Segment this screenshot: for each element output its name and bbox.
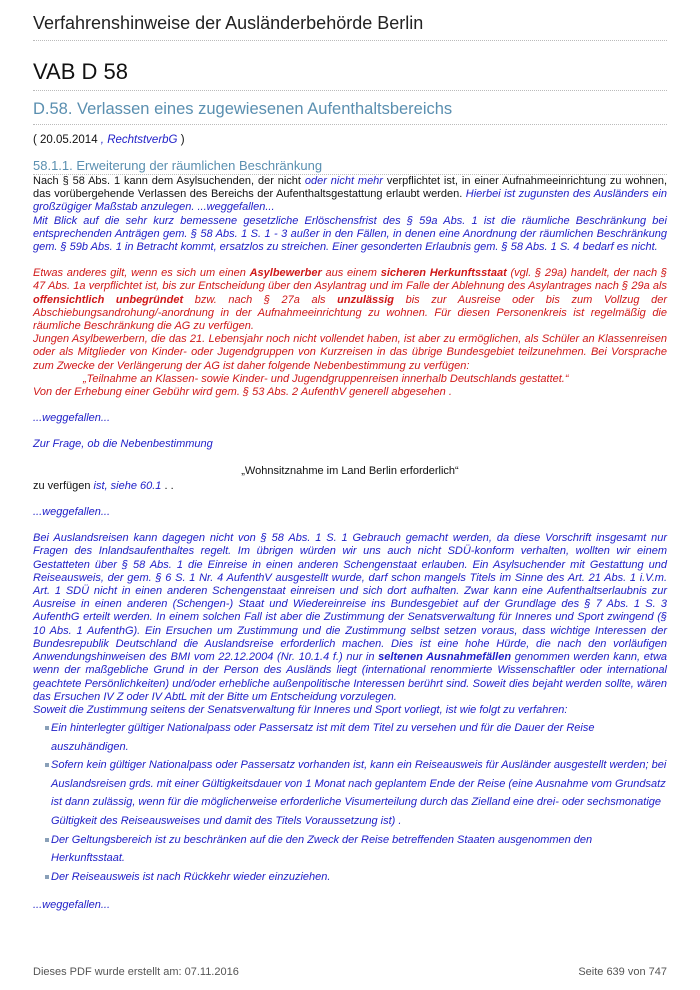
document-page xyxy=(33,0,667,913)
list-item: Der Geltungsbereich ist zu beschränken auf die den Zweck der Reise betreffenden Staaten ausgenommen den Herkunftsstaat. xyxy=(45,831,667,868)
bullet-icon xyxy=(45,838,49,842)
document-header: Verfahrenshinweise der Ausländerbehörde Berlin xyxy=(33,13,667,41)
list-item: Sofern kein gültiger Nationalpass oder Passersatz vorhanden ist, kann ein Reiseausweis für Ausländer ausgestellt werden; bei Auslandsreisen grds. mit einer Gültigkeitsdauer von 1 Monat nach geplantem Ende der Reise (eine Ausnahme vom Grundsatz ist dann zulässig, wenn für die möglicherweise erforderliche Visumerteilung durch das Zielland eine drei- oder sechsmonatige Gültigkeit des Reiseausweises und damit des Titels Voraussetzung ist) . xyxy=(45,756,667,830)
revision-date: 20.05.2014 xyxy=(40,134,98,146)
law-link[interactable]: RechtstverbG xyxy=(107,134,178,146)
subsection-title: 58.1.1. Erweiterung der räumlichen Beschränkung xyxy=(33,158,667,175)
list-item: Der Reiseausweis ist nach Rückkehr wieder einzuziehen. xyxy=(45,868,667,887)
paren-close: ) xyxy=(177,134,185,146)
date-line xyxy=(33,134,667,146)
footer-created-date: Dieses PDF wurde erstellt am: 07.11.2016 xyxy=(33,966,239,978)
document-title: VAB D 58 xyxy=(33,59,667,91)
removed-note-1: ...weggefallen... xyxy=(33,412,111,425)
paragraph-4: Jungen Asylbewerbern, die das 21. Lebensjahr noch nicht vollendet haben, ist aber zu ermöglichen, als Schüler an Klassenreisen oder als Mitglieder von Kinder- oder Jugendgruppen von Kurzreisen in das übrige Bundesgebiet teilzunehmen. Bei Vorsprache zum Zwecke der Verlängerung der AG ist daher folgende Nebenbestimmung zu verfügen: xyxy=(33,333,667,372)
separator: , xyxy=(97,134,108,146)
paragraph-4-quote: „Teilnahme an Klassen- sowie Kinder- und Jugendgruppenreisen innerhalb Deutschlands gestattet.“ xyxy=(83,372,569,385)
section-title: D.58. Verlassen eines zugewiesenen Aufenthaltsbereichs xyxy=(33,100,667,125)
paragraph-1: Nach § 58 Abs. 1 kann dem Asylsuchenden, der nicht oder nicht mehr verpflichtet ist, in einer Aufnahmeeinrichtung zu wohnen, das vorübergehende Verlassen des Bereichs der Aufenthaltsgestattung erlaubt werden. Hierbei ist zugunsten des Ausländers ein großzügiger Maßstab anzulegen. ...weggefallen... xyxy=(33,175,668,214)
paragraph-5: Von der Erhebung einer Gebühr wird gem. § 53 Abs. 2 AufenthV generell abgesehen . xyxy=(33,386,452,399)
page-footer xyxy=(33,966,667,978)
residence-quote: „Wohnsitznahme im Land Berlin erforderlich“ xyxy=(241,464,459,477)
paragraph-7: Soweit die Zustimmung seitens der Senatsverwaltung für Inneres und Sport vorliegt, ist wie folgt zu verfahren: xyxy=(33,703,568,716)
bullet-icon xyxy=(45,875,49,879)
procedure-list xyxy=(33,719,667,886)
verfuegen-line: zu verfügen ist, siehe 60.1 . . xyxy=(33,479,174,492)
paren-open: ( xyxy=(33,134,41,146)
bullet-icon xyxy=(45,726,49,730)
footer-page-number: Seite 639 von 747 xyxy=(578,966,667,978)
paragraph-2: Mit Blick auf die sehr kurz bemessene gesetzliche Erlöschensfrist des § 59a Abs. 1 ist die räumliche Beschränkung bei entsprechenden Anträgen gem. § 58 Abs. 1 S. 1 - 3 außer in den Fällen, in denen eine Anordnung der räumlichen Beschränkung gem. § 59b Abs. 1 in Betracht kommt, ersatzlos zu streichen. Einer gesonderten Erlaubnis gem. § 58 Abs. 1 S. 4 bedarf es nicht. xyxy=(33,214,667,254)
bullet-icon xyxy=(45,763,49,767)
removed-note-2: ...weggefallen... xyxy=(33,506,111,519)
paragraph-3: Etwas anderes gilt, wenn es sich um einen Asylbewerber aus einem sicheren Herkunftsstaat (vgl. § 29a) handelt, der nach § 47 Abs. 1a verpflichtet ist, bis zur Entscheidung über den Asylantrag und im Falle der Ablehnung des Asylantrages nach § 29a als offensichtlich unbegründet bzw. nach § 27a als unzulässig bis zur Ausreise oder bis zum Vollzug der Abschiebungsandrohung/-anordnung in der Aufnahmeeinrichtung zu wohnen. Für diesen Personenkreis ist regelmäßig die räumliche Beschränkung die AG zu verfügen. xyxy=(33,267,668,333)
paragraph-6: Bei Auslandsreisen kann dagegen nicht von § 58 Abs. 1 S. 1 Gebrauch gemacht werden, da diese Vorschrift insgesamt nur Fragen des Inlandsaufenthaltes regelt. Im übrigen würden wir uns auch nicht SDÜ-konform verhalten, wollten wir einem Gestatteten über § 58 Abs. 1 die Einreise in einen anderen Schengenstaat erlauben. Ein Asylsuchender mit Gestattung und Reiseausweis, der gem. § 6 S. 1 Nr. 4 AufenthV ausgestellt wurde, darf schon mangels Titels im Sinne des Art. 21 Abs. 1 i.V.m. Art. 1 SDÜ nicht in einen anderen Schengenstaat einreisen und sich dort aufhalten. Zwar kann eine Aufenthaltserlaubnis zur Ausreise in einen anderen (Schengen-) Staat und Wiedereinreise ins Bundesgebiet auf der Grundlage des § 7 Abs. 1 S. 3 AufenthG erteilt werden. In einem solchen Fall ist aber die Zustimmung der Senatsverwaltung für Inneres und Sport zwingend (§ 10 Abs. 1 AufenthG). Ein Ersuchen um Zustimmung und die Zustimmung selbst setzen voraus, dass wichtige Interessen der Bundesrepublik Deutschland die Auslandsreise erforderlich machen. Dies ist eine hohe Hürde, die nach den vorläufigen Anwendungshinweisen des BMI vom 22.12.2004 (Nr. 10.1.4 f.) nur in seltenen Ausnahmefällen genommen werden kann, etwa wenn der maßgebliche Grund in der Person des Ausländs liegt (international renommierte Wissenschaftler oder international geachtete Persönlichkeiten) und/oder erhebliche außenpolitische Interessen berührt sind. Soweit dies bejaht werden sollte, wären das Ersuchen IV Z oder IV AbtL mit der Bitte um Entscheidung vorzulegen. xyxy=(33,532,668,703)
question-line: Zur Frage, ob die Nebenbestimmung xyxy=(33,438,213,451)
removed-note-3: ...weggefallen... xyxy=(33,899,111,912)
list-item: Ein hinterlegter gültiger Nationalpass oder Passersatz ist mit dem Titel zu versehen und für die Dauer der Reise auszuhändigen. xyxy=(45,719,667,756)
